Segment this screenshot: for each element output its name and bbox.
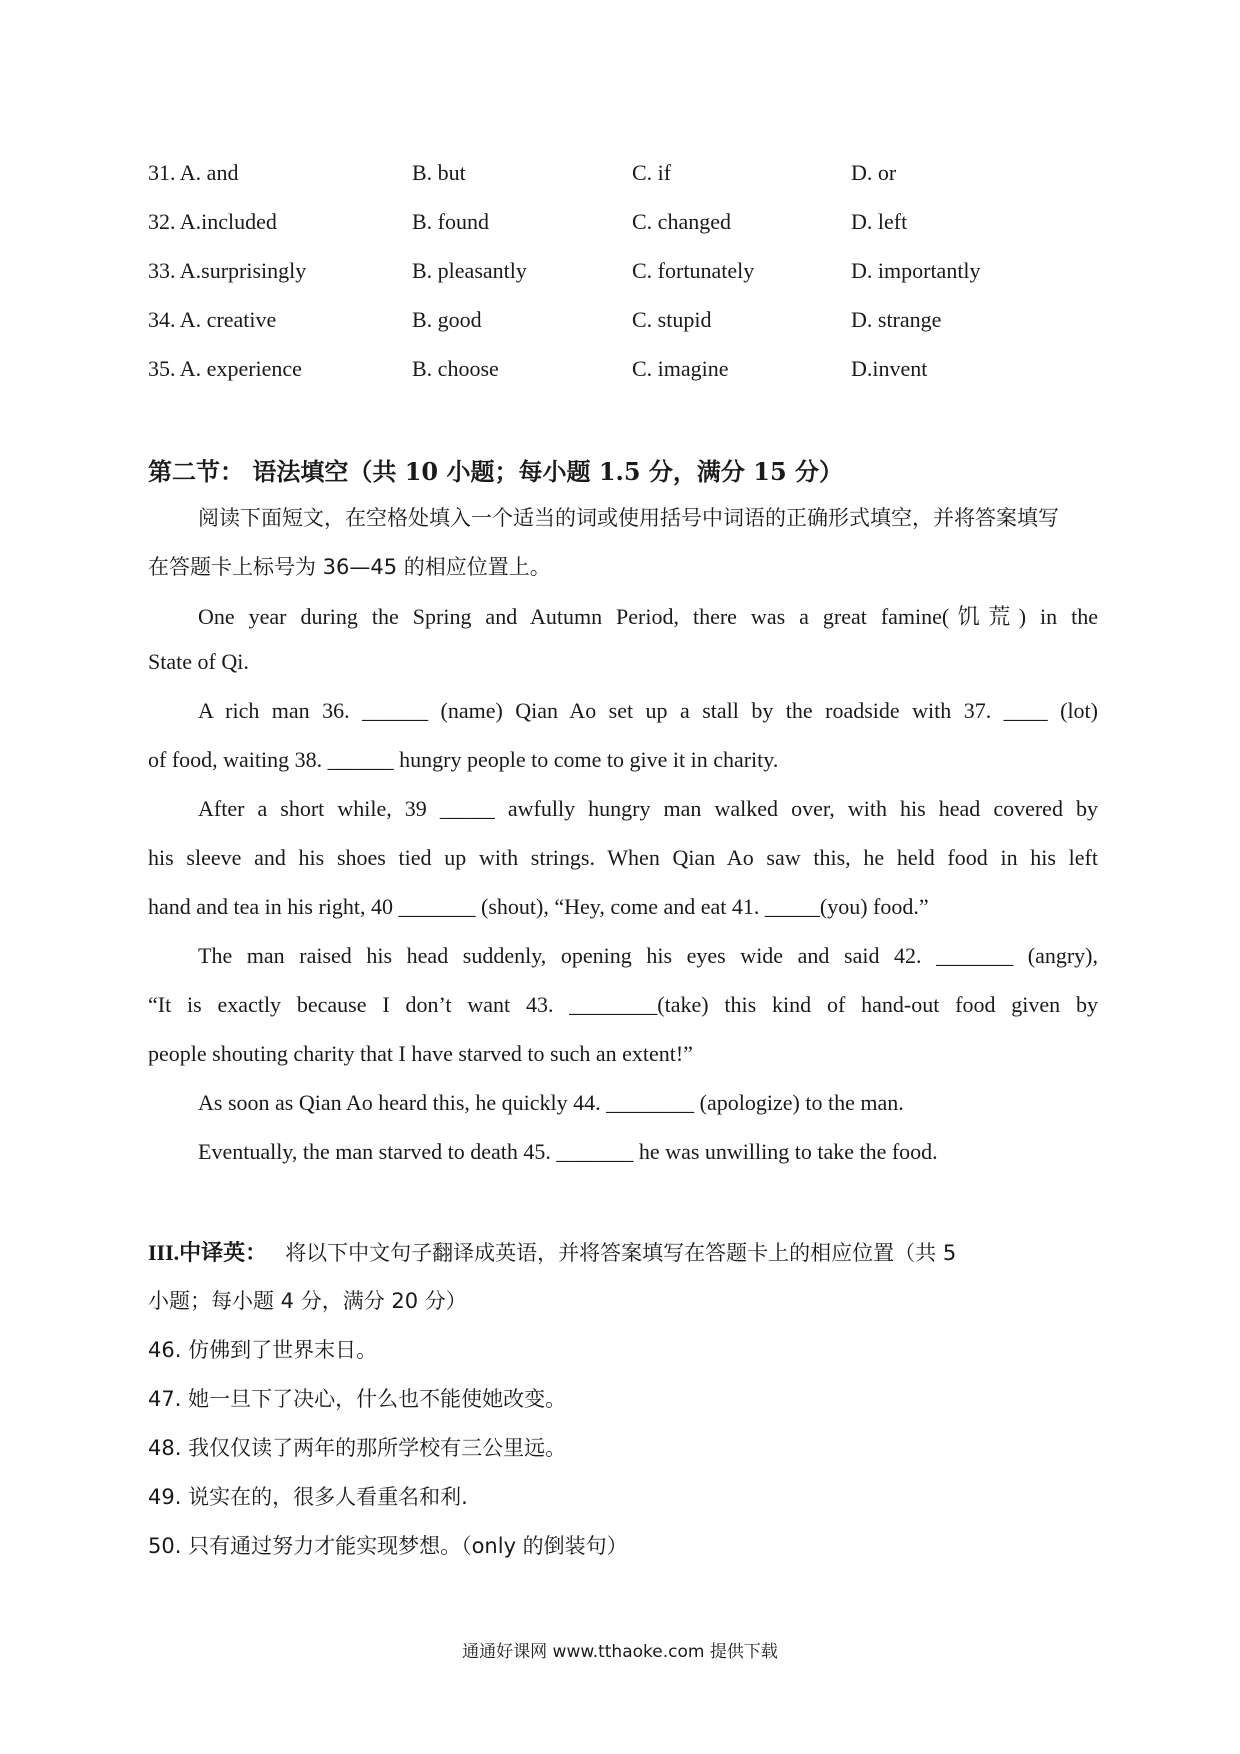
option-35-b: B. choose (412, 356, 499, 381)
passage-line: As soon as Qian Ao heard this, he quickly 44. ________ (apologize) to the man. (198, 1090, 904, 1115)
option-34-c: C. stupid (632, 307, 712, 332)
option-33-a: 33. A.surprisingly (148, 258, 307, 283)
passage-line: After a short while, 39 _____ awfully hungry man walked over, with his head covered by (198, 796, 1098, 821)
section3-heading-line2: 小题；每小题 4 分，满分 20 分） (148, 1289, 467, 1313)
option-34-d: D. strange (851, 307, 942, 332)
passage-line: people shouting charity that I have starved to such an extent!” (148, 1041, 693, 1066)
option-31-d: D. or (851, 160, 897, 185)
passage-line: State of Qi. (148, 649, 249, 674)
option-33-c: C. fortunately (632, 258, 755, 283)
option-33-b: B. pleasantly (412, 258, 527, 283)
option-32-c: C. changed (632, 209, 731, 234)
option-31-a: 31. A. and (148, 160, 239, 185)
option-32-d: D. left (851, 209, 908, 234)
option-35-c: C. imagine (632, 356, 729, 381)
translation-item: 50. 只有通过努力才能实现梦想。（only 的倒装句） (148, 1534, 628, 1558)
passage-line: “It is exactly because I don’t want 43. ________(take) this kind of hand-out food given by (148, 992, 1098, 1017)
option-33-d: D. importantly (851, 258, 981, 283)
option-34-a: 34. A. creative (148, 307, 277, 332)
section3-heading-label: III.中译英： (148, 1240, 268, 1265)
passage-line: his sleeve and his shoes tied up with strings. When Qian Ao saw this, he held food in his left (148, 845, 1098, 870)
page-footer: 通通好课网 www.tthaoke.com 提供下载 (462, 1642, 778, 1662)
option-31-c: C. if (632, 160, 672, 185)
option-35-a: 35. A. experience (148, 356, 302, 381)
section2-heading: 第二节： 语法填空（共 10 小题；每小题 1.5 分，满分 15 分） (148, 457, 844, 486)
passage-line: The man raised his head suddenly, opening his eyes wide and said 42. _______ (angry), (198, 943, 1098, 968)
section2-instruction-line2: 在答题卡上标号为 36—45 的相应位置上。 (148, 555, 551, 579)
passage-line: One year during the Spring and Autumn Period, there was a great famine(饥荒) in the (198, 604, 1098, 629)
translation-item: 49. 说实在的，很多人看重名和利. (148, 1485, 468, 1509)
passage-line: hand and tea in his right, 40 _______ (shout), “Hey, come and eat 41. _____(you) food.” (148, 894, 929, 919)
option-32-b: B. found (412, 209, 489, 234)
option-32-a: 32. A.included (148, 209, 277, 234)
section3-heading-text: 将以下中文句子翻译成英语，并将答案填写在答题卡上的相应位置（共 5 (285, 1241, 957, 1265)
translation-item: 47. 她一旦下了决心，什么也不能使她改变。 (148, 1387, 567, 1411)
passage-line: of food, waiting 38. ______ hungry people to come to give it in charity. (148, 747, 779, 772)
option-34-b: B. good (412, 307, 482, 332)
option-31-b: B. but (412, 160, 466, 185)
option-35-d: D.invent (851, 356, 928, 381)
section2-instruction-line1: 阅读下面短文，在空格处填入一个适当的词或使用括号中词语的正确形式填空，并将答案填写 (198, 506, 1059, 530)
passage-line: A rich man 36. ______ (name) Qian Ao set up a stall by the roadside with 37. ____ (lot) (198, 698, 1098, 723)
translation-item: 48. 我仅仅读了两年的那所学校有三公里远。 (148, 1436, 567, 1460)
translation-item: 46. 仿佛到了世界末日。 (148, 1338, 378, 1362)
passage-line: Eventually, the man starved to death 45. _______ he was unwilling to take the food. (198, 1139, 938, 1164)
section3-heading-line1 (148, 1236, 1098, 1267)
